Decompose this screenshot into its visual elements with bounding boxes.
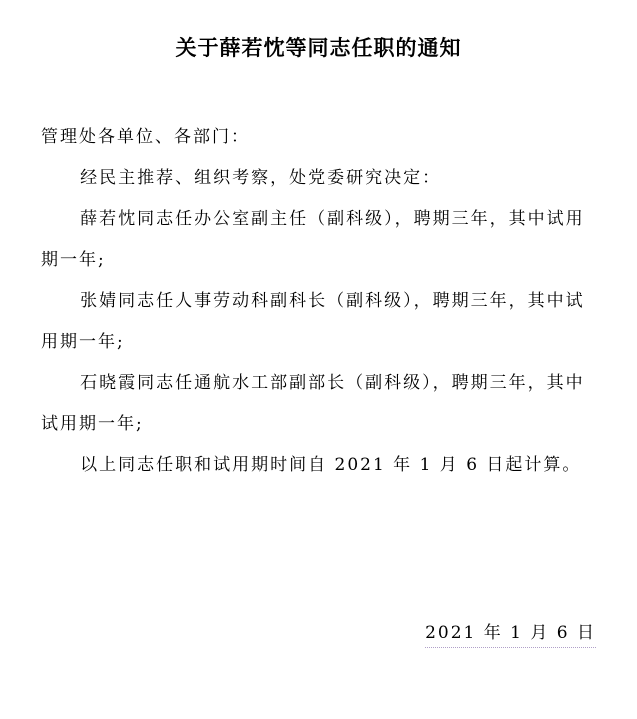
paragraph-appointment-1: 薛若忱同志任办公室副主任（副科级），聘期三年，其中试用期一年; <box>41 209 585 270</box>
paragraph-appointment-3: 石晓霞同志任通航水工部副部长（副科级），聘期三年，其中试用期一年; <box>41 373 585 434</box>
salutation: 管理处各单位、各部门： <box>41 127 250 147</box>
paragraph-effective-date: 以上同志任职和试用期时间自 2021 年 1 月 6 日起计算。 <box>80 455 582 475</box>
document-body <box>41 117 597 486</box>
issue-date: 2021 年 1 月 6 日 <box>425 619 596 648</box>
paragraph-appointment-2: 张婧同志任人事劳动科副科长（副科级），聘期三年，其中试用期一年; <box>41 291 585 352</box>
document-title: 关于薛若忱等同志任职的通知 <box>175 35 462 60</box>
paragraph-decision: 经民主推荐、组织考察，处党委研究决定： <box>80 168 442 188</box>
